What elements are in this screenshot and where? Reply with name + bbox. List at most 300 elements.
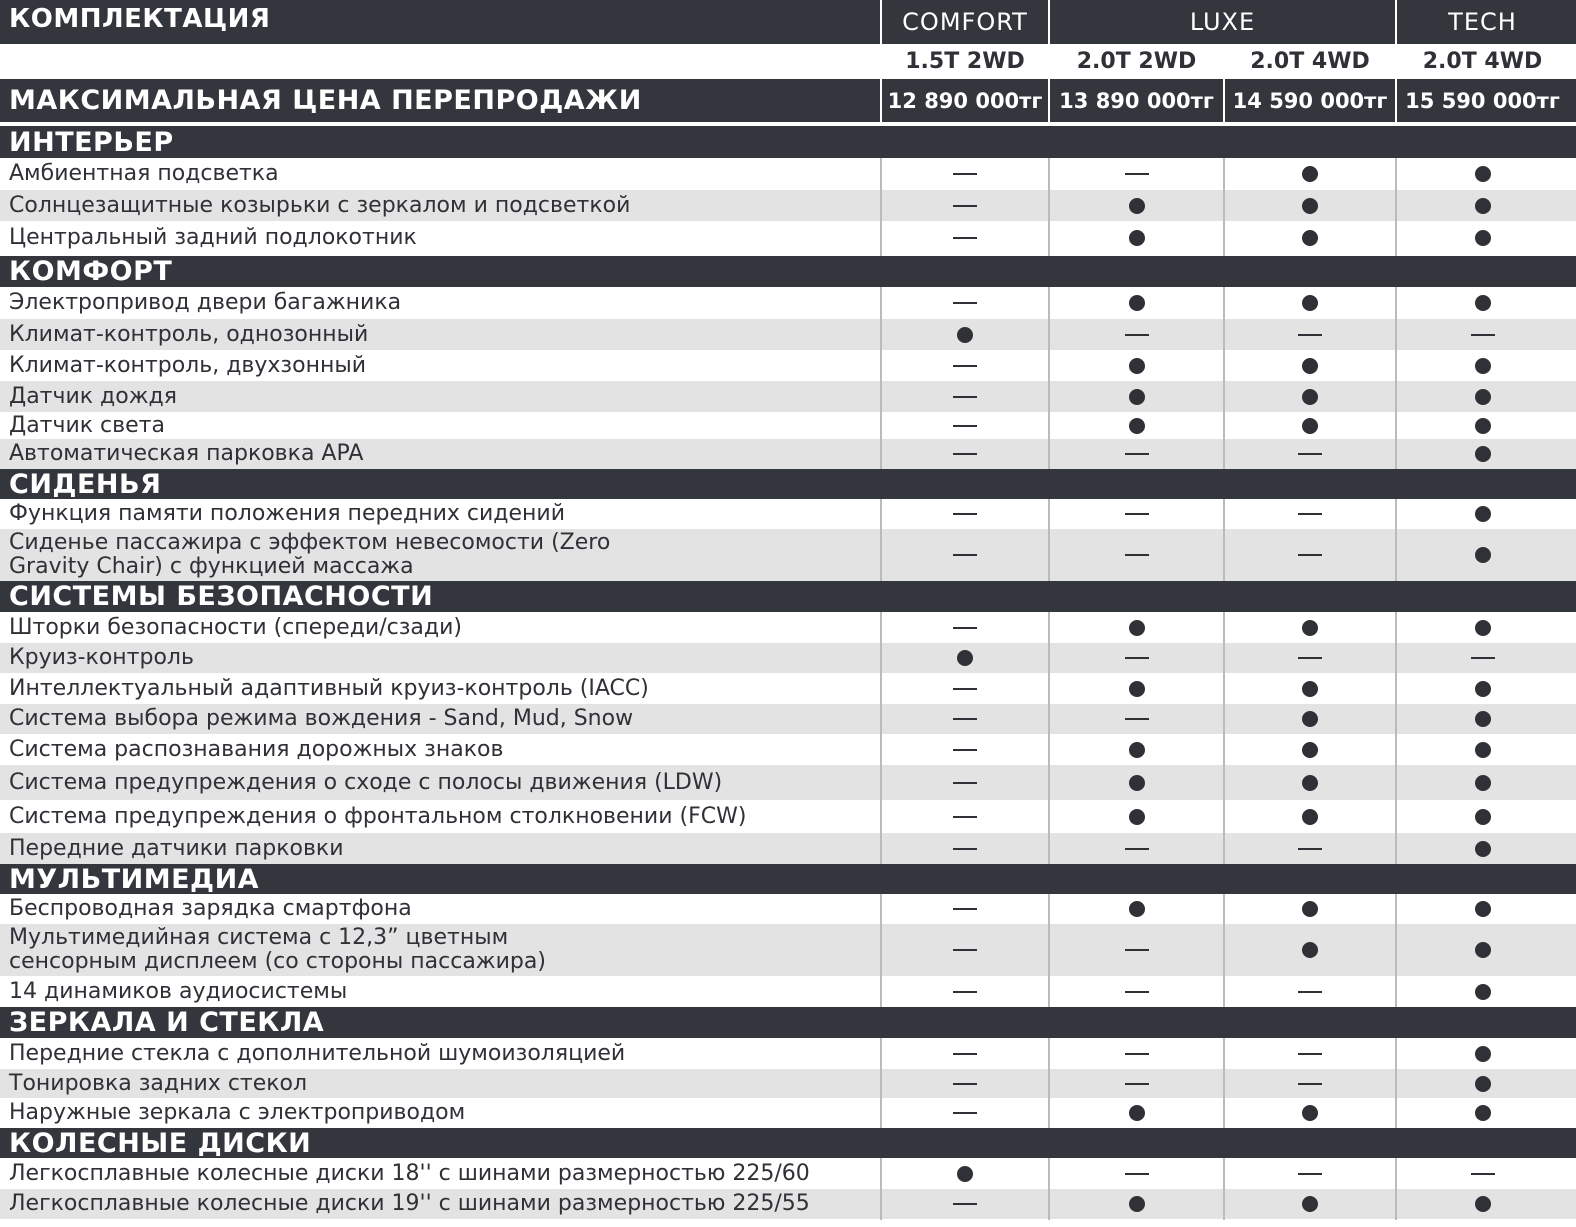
dash-icon [953,1083,977,1085]
dash-icon [1125,453,1149,455]
dot-icon [1475,942,1491,958]
feature-row [0,381,1576,412]
dash-icon [1298,848,1322,850]
dash-icon [1125,991,1149,993]
feature-label: Система выбора режима вождения - Sand, Mud, Snow [9,706,634,731]
section-header [0,1128,1576,1158]
dot-icon [1302,742,1318,758]
dash-icon [953,1053,977,1055]
feature-label: Центральный задний подлокотник [9,224,417,250]
section-title: КОМФОРТ [9,256,173,287]
dot-icon [1302,942,1318,958]
feature-row [0,499,1576,529]
dash-icon [953,1203,977,1205]
feature-row [0,1069,1576,1098]
dash-icon [1125,173,1149,175]
dot-icon [1475,901,1491,917]
feature-row [0,439,1576,469]
availability-cell [1397,1098,1568,1128]
column-divider [1223,612,1225,864]
column-divider [1048,158,1050,256]
dash-icon [1125,513,1149,515]
engine-label: 1.5T 2WD [905,49,1025,74]
availability-cell [1050,287,1223,319]
feature-label: Автоматическая парковка APA [9,441,364,466]
feature-row [0,412,1576,439]
feature-row [0,643,1576,673]
dot-icon [1302,295,1318,311]
availability-cell [1397,381,1568,412]
dot-icon [1475,620,1491,636]
dash-icon [1298,334,1322,336]
availability-cell [1050,499,1223,529]
feature-row [0,350,1576,381]
dot-icon [1129,418,1145,434]
feature-label: Солнцезащитные козырьки с зеркалом и подсветкой [9,192,631,218]
dot-icon [1129,901,1145,917]
dot-icon [1129,681,1145,697]
price-value: 15 590 000тг [1405,88,1560,113]
section-title: МУЛЬТИМЕДИА [9,863,260,895]
dash-icon [953,513,977,515]
dot-icon [1475,1196,1491,1212]
feature-label: Функция памяти положения передних сидений [9,501,566,526]
availability-cell [882,1038,1048,1069]
price-value: 14 590 000тг [1232,88,1388,113]
column-divider [1048,287,1050,469]
availability-cell [1225,287,1395,319]
availability-cell [882,381,1048,412]
availability-cell [882,976,1048,1007]
dot-icon [1475,198,1491,214]
feature-label: Система распознавания дорожных знаков [9,736,504,762]
dot-icon [1302,389,1318,405]
availability-cell [1225,1038,1395,1069]
availability-cell [882,319,1048,350]
availability-cell [1397,190,1568,221]
availability-cell [882,765,1048,800]
dash-icon [1125,554,1149,556]
availability-cell [1397,643,1568,673]
dash-icon [1298,657,1322,659]
column-divider [1223,499,1225,581]
availability-cell [1397,734,1568,765]
dot-icon [1475,775,1491,791]
feature-row [0,1098,1576,1128]
availability-cell [1050,319,1223,350]
availability-cell [1225,894,1395,924]
availability-cell [1225,1098,1395,1128]
dash-icon [953,554,977,556]
availability-cell [882,612,1048,643]
availability-cell [1225,643,1395,673]
engine-label: 2.0T 2WD [1076,49,1197,74]
feature-row [0,1038,1576,1069]
column-divider [1223,1038,1225,1128]
column-divider [1048,894,1050,1007]
availability-cell [1225,976,1395,1007]
availability-cell [1397,158,1568,190]
dot-icon [957,1166,973,1182]
availability-cell [1225,221,1395,254]
feature-row [0,734,1576,765]
availability-cell [1397,673,1568,704]
availability-cell [1397,1038,1568,1069]
availability-cell [882,800,1048,833]
availability-cell [1225,499,1395,529]
availability-cell [1397,287,1568,319]
dot-icon [1302,1196,1318,1212]
feature-label: Наружные зеркала с электроприводом [9,1100,466,1125]
section-header [0,469,1576,499]
availability-cell [1225,673,1395,704]
dot-icon [957,650,973,666]
dash-icon [953,718,977,720]
dash-icon [953,688,977,690]
feature-label: Электропривод двери багажника [9,290,402,315]
availability-cell [1397,1189,1568,1219]
dash-icon [1298,1053,1322,1055]
feature-label: Климат-контроль, однозонный [9,321,369,347]
dash-icon [1125,657,1149,659]
column-divider [1395,1038,1397,1128]
column-divider [1223,894,1225,1007]
column-divider [880,1038,882,1128]
availability-cell [1050,221,1223,254]
dot-icon [1302,711,1318,727]
availability-cell [1050,1069,1223,1098]
availability-cell [1050,704,1223,734]
availability-cell [1397,833,1568,864]
feature-label: Круиз-контроль [9,645,194,670]
column-divider [1223,1158,1225,1220]
dot-icon [1475,1076,1491,1092]
availability-cell [1225,190,1395,221]
dash-icon [1471,657,1495,659]
dot-icon [1302,358,1318,374]
dot-icon [1129,230,1145,246]
dash-icon [1125,334,1149,336]
availability-cell [1050,190,1223,221]
availability-cell [1050,439,1223,469]
availability-cell [1225,350,1395,381]
dash-icon [1125,1053,1149,1055]
dash-icon [1125,1173,1149,1175]
feature-label: 14 динамиков аудиосистемы [9,978,348,1004]
dash-icon [1298,453,1322,455]
dot-icon [1475,547,1491,563]
availability-cell [1225,833,1395,864]
dash-icon [1125,1083,1149,1085]
dash-icon [1298,991,1322,993]
dot-icon [1475,358,1491,374]
dot-icon [1302,681,1318,697]
availability-cell [1050,924,1223,976]
dot-icon [1475,742,1491,758]
dot-icon [1475,809,1491,825]
dash-icon [953,453,977,455]
dash-icon [953,1112,977,1114]
feature-label: Амбиентная подсветка [9,161,279,186]
dot-icon [1302,809,1318,825]
column-divider [880,158,882,256]
dot-icon [1302,620,1318,636]
column-divider [1048,1038,1050,1128]
feature-row [0,529,1576,581]
availability-cell [1050,976,1223,1007]
availability-cell [882,704,1048,734]
dot-icon [1129,1105,1145,1121]
dot-icon [1475,506,1491,522]
feature-row [0,221,1576,254]
column-divider [1395,894,1397,1007]
engine-label: 2.0T 4WD [1422,49,1543,74]
column-divider [1223,158,1225,256]
availability-cell [882,924,1048,976]
dot-icon [1129,198,1145,214]
dash-icon [953,949,977,951]
dash-icon [953,749,977,751]
availability-cell [1225,734,1395,765]
availability-cell [1050,350,1223,381]
availability-cell [1225,924,1395,976]
dash-icon [953,396,977,398]
column-divider [1395,0,1397,122]
trim-luxe: LUXE [1189,8,1256,36]
column-divider [1223,44,1225,122]
dot-icon [1129,620,1145,636]
availability-cell [1050,612,1223,643]
feature-row [0,800,1576,833]
dash-icon [953,991,977,993]
availability-cell [1397,704,1568,734]
feature-label: Датчик дождя [9,383,177,409]
feature-label: Мультимедийная система с 12,3” цветным сенсорным дисплеем (со стороны пассажира) [9,925,546,974]
availability-cell [1050,1189,1223,1219]
dash-icon [1125,718,1149,720]
availability-cell [1050,765,1223,800]
column-divider [1048,499,1050,581]
availability-cell [1397,350,1568,381]
column-divider [1048,0,1050,122]
availability-cell [1050,381,1223,412]
dot-icon [1129,775,1145,791]
feature-row [0,158,1576,190]
dot-icon [1475,418,1491,434]
availability-cell [1050,833,1223,864]
availability-cell [882,894,1048,924]
availability-cell [1397,1069,1568,1098]
price-value: 12 890 000тг [887,88,1043,113]
dash-icon [953,302,977,304]
feature-row [0,1189,1576,1219]
dash-icon [1298,1083,1322,1085]
availability-cell [1397,765,1568,800]
feature-label: Датчик света [9,412,165,438]
availability-cell [1397,612,1568,643]
availability-cell [1225,319,1395,350]
dot-icon [1302,775,1318,791]
section-header [0,1007,1576,1038]
column-divider [1048,1158,1050,1220]
section-title: ЗЕРКАЛА И СТЕКЛА [9,1007,325,1038]
column-divider [880,0,882,122]
availability-cell [1050,412,1223,439]
trim-comfort: COMFORT [902,8,1028,36]
dash-icon [953,237,977,239]
section-header [0,581,1576,612]
feature-row [0,765,1576,800]
dot-icon [1129,358,1145,374]
availability-cell [882,412,1048,439]
availability-cell [882,643,1048,673]
dash-icon [953,425,977,427]
section-title: СИСТЕМЫ БЕЗОПАСНОСТИ [9,581,434,612]
section-header [0,126,1576,158]
availability-cell [1225,765,1395,800]
dot-icon [1129,1196,1145,1212]
availability-cell [1050,1038,1223,1069]
availability-cell [1397,800,1568,833]
column-divider [880,287,882,469]
feature-row [0,1158,1576,1189]
availability-cell [1397,439,1568,469]
dot-icon [957,327,973,343]
dash-icon [953,627,977,629]
feature-row [0,924,1576,976]
dash-icon [953,908,977,910]
availability-cell [1050,529,1223,581]
availability-cell [882,287,1048,319]
dot-icon [1302,166,1318,182]
availability-cell [1050,643,1223,673]
feature-label: Система предупреждения о фронтальном столкновении (FCW) [9,803,747,829]
dash-icon [953,782,977,784]
section-title: ИНТЕРЬЕР [9,126,174,158]
availability-cell [1050,1098,1223,1128]
availability-cell [1225,529,1395,581]
availability-cell [1225,439,1395,469]
price-value: 13 890 000тг [1059,88,1214,113]
feature-row [0,833,1576,864]
feature-label: Тонировка задних стекол [9,1070,308,1096]
availability-cell [1397,894,1568,924]
availability-cell [1050,800,1223,833]
availability-cell [1397,412,1568,439]
price-title: МАКСИМАЛЬНАЯ ЦЕНА ПЕРЕПРОДАЖИ [9,85,642,116]
dot-icon [1475,841,1491,857]
dot-icon [1129,809,1145,825]
availability-cell [882,1098,1048,1128]
feature-row [0,704,1576,734]
feature-label: Интеллектуальный адаптивный круиз-контроль (IACC) [9,675,649,701]
dash-icon [953,816,977,818]
availability-cell [1397,221,1568,254]
column-divider [1395,158,1397,256]
dot-icon [1302,901,1318,917]
availability-cell [1225,381,1395,412]
dash-icon [1125,949,1149,951]
availability-cell [1397,529,1568,581]
availability-cell [1397,976,1568,1007]
availability-cell [882,1189,1048,1219]
dash-icon [1471,1173,1495,1175]
dot-icon [1302,198,1318,214]
feature-row [0,190,1576,221]
availability-cell [1050,158,1223,190]
availability-cell [1397,499,1568,529]
feature-label: Передние датчики парковки [9,835,344,861]
feature-row [0,319,1576,350]
column-divider [1395,1158,1397,1220]
dot-icon [1302,230,1318,246]
column-divider [1395,612,1397,864]
availability-cell [882,158,1048,190]
dash-icon [1125,848,1149,850]
availability-cell [1225,612,1395,643]
availability-cell [1225,1158,1395,1189]
feature-row [0,894,1576,924]
availability-cell [1050,734,1223,765]
availability-cell [882,439,1048,469]
dot-icon [1475,1105,1491,1121]
availability-cell [1225,704,1395,734]
availability-cell [1397,924,1568,976]
column-divider [880,612,882,864]
header-row [0,0,1576,44]
section-title: СИДЕНЬЯ [9,468,162,500]
dot-icon [1129,389,1145,405]
column-divider [880,499,882,581]
dash-icon [1298,513,1322,515]
dash-icon [953,365,977,367]
column-divider [1223,287,1225,469]
availability-cell [1050,894,1223,924]
availability-cell [882,833,1048,864]
availability-cell [882,734,1048,765]
section-header [0,256,1576,287]
dash-icon [1298,554,1322,556]
feature-label: Система предупреждения о сходе с полосы движения (LDW) [9,769,723,795]
column-divider [1395,499,1397,581]
engine-row [0,44,1576,79]
dot-icon [1302,418,1318,434]
price-row [0,79,1576,122]
feature-label: Сиденье пассажира с эффектом невесомости (Zero Gravity Chair) с функцией массажа [9,530,611,579]
dash-icon [953,848,977,850]
availability-cell [1225,158,1395,190]
feature-label: Передние стекла с дополнительной шумоизоляцией [9,1040,626,1066]
column-divider [880,1158,882,1220]
feature-label: Беспроводная зарядка смартфона [9,896,412,921]
dot-icon [1475,1046,1491,1062]
dot-icon [1475,984,1491,1000]
availability-cell [882,1069,1048,1098]
availability-cell [1225,1069,1395,1098]
dot-icon [1475,230,1491,246]
feature-row [0,287,1576,319]
trim-tech: TECH [1448,8,1517,36]
dash-icon [1298,1173,1322,1175]
feature-label: Легкосплавные колесные диски 18'' с шинами размерностью 225/60 [9,1160,810,1186]
dash-icon [953,173,977,175]
availability-cell [882,190,1048,221]
feature-row [0,673,1576,704]
availability-cell [882,529,1048,581]
dot-icon [1475,295,1491,311]
dash-icon [953,205,977,207]
dot-icon [1302,1105,1318,1121]
